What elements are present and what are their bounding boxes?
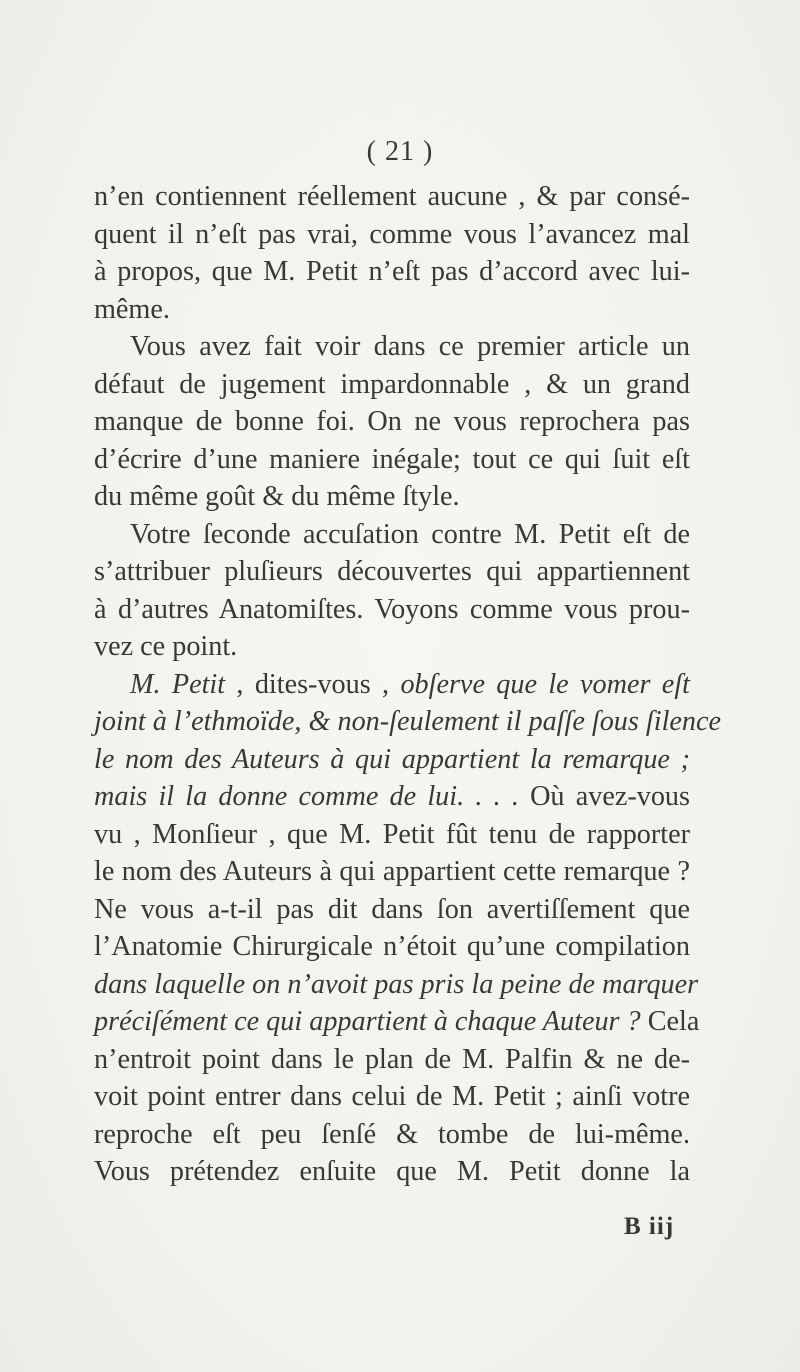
text-line: n’entroit point dans le plan de M. Palfin & ne de-: [94, 1043, 690, 1075]
text-line: Vous avez fait voir dans ce premier article un: [130, 331, 690, 362]
text-line: Vous prétendez enſuite que M. Petit donne la: [94, 1156, 690, 1187]
text-line: préciſément ce qui appartient à chaque Auteur ? Cela: [94, 1006, 700, 1037]
text-line: vez ce point.: [94, 631, 238, 662]
text-line: voit point entrer dans celui de M. Petit ; ainſi votre: [94, 1081, 690, 1112]
signature-mark: B iij: [624, 1213, 675, 1240]
text-line: n’en contiennent réellement aucune , & par consé-: [94, 181, 690, 212]
text-line: le nom des Auteurs à qui appartient la remarque ;: [94, 743, 690, 775]
text-line: s’attribuer pluſieurs découvertes qui appartiennent: [94, 556, 690, 587]
text-line: reproche eſt peu ſenſé & tombe de lui-même.: [94, 1118, 690, 1150]
text-line: du même goût & du même ſtyle.: [94, 481, 460, 512]
text-line: défaut de jugement impardonnable , & un grand: [94, 368, 690, 400]
text-line: l’Anatomie Chirurgicale n’étoit qu’une compilation: [94, 931, 690, 962]
text-line: joint à l’ethmoïde, & non-ſeulement il paſſe ſous ſilence: [94, 706, 722, 737]
text-line: mais il la donne comme de lui. . . . Où avez-vous: [94, 781, 690, 812]
text-line: même.: [94, 293, 170, 325]
text-line: d’écrire d’une maniere inégale; tout ce qui ſuit eſt: [94, 443, 690, 475]
text-line: M. Petit , dites-vous , obſerve que le vomer eſt: [130, 668, 690, 700]
text-line: Votre ſeconde accuſation contre M. Petit eſt de: [130, 518, 690, 550]
body-text: [94, 178, 722, 1191]
text-line: quent il n’eſt pas vrai, comme vous l’avancez mal: [94, 218, 690, 250]
text-line: manque de bonne foi. On ne vous reprochera pas: [94, 406, 690, 437]
text-line: Ne vous a-t-il pas dit dans ſon avertiſſement que: [94, 893, 690, 925]
page-number: ( 21 ): [366, 136, 434, 167]
text-line: le nom des Auteurs à qui appartient cette remarque ?: [94, 856, 690, 887]
text-line: dans laquelle on n’avoit pas pris la peine de marquer: [94, 968, 699, 1000]
text-line: vu , Monſieur , que M. Petit fût tenu de rapporter: [94, 818, 690, 850]
text-line: à d’autres Anatomiſtes. Voyons comme vous prou-: [94, 593, 690, 625]
text-line: à propos, que M. Petit n’eſt pas d’accord avec lui-: [94, 256, 690, 287]
